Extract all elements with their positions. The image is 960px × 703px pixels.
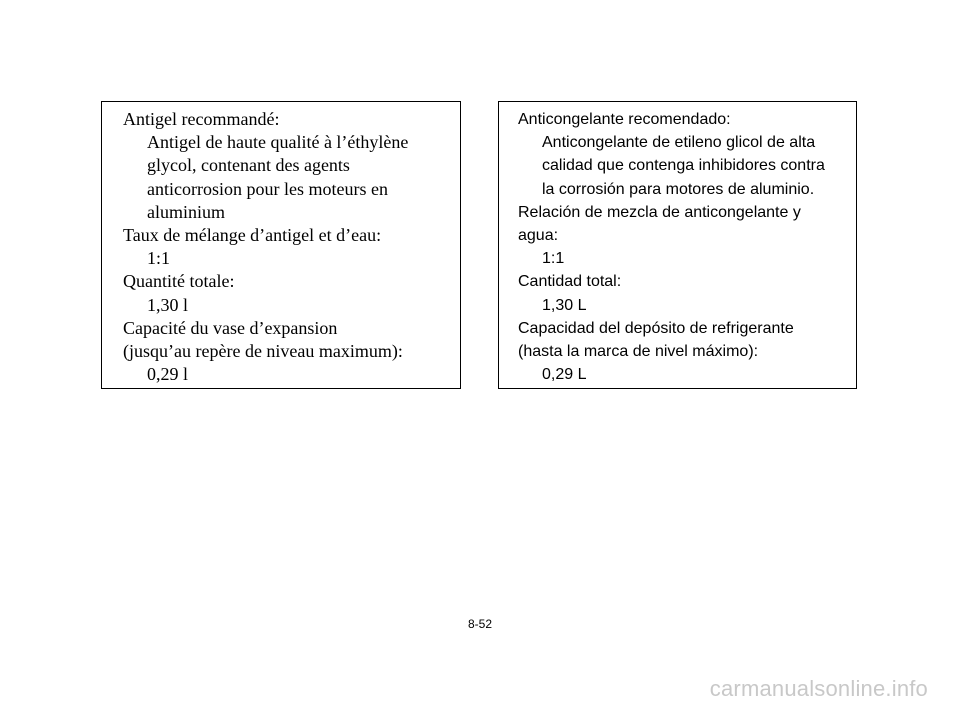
spanish-spec-box — [498, 101, 857, 389]
spanish-heading-reservoir-capacity: Capacidad del depósito de refrigerante — [518, 319, 794, 337]
french-antifreeze-description: Antigel de haute qualité à l’éthylène — [147, 132, 409, 153]
spanish-heading-reservoir-capacity: (hasta la marca de nivel máximo): — [518, 342, 759, 360]
spanish-heading-mixing-ratio: Relación de mezcla de anticongelante y — [518, 203, 801, 221]
spanish-total-quantity-value: 1,30 L — [542, 296, 587, 314]
page-number: 8-52 — [467, 617, 493, 631]
french-antifreeze-description: aluminium — [147, 201, 225, 222]
french-mixing-ratio-value: 1:1 — [147, 248, 171, 269]
spanish-heading-mixing-ratio: agua: — [518, 226, 559, 244]
french-heading-reservoir-capacity: Capacité du vase d’expansion — [123, 317, 338, 338]
spanish-antifreeze-description: la corrosión para motores de aluminio. — [542, 180, 815, 198]
french-antifreeze-description: anticorrosion pour les moteurs en — [147, 178, 388, 199]
spanish-heading-recommended-antifreeze: Anticongelante recomendado: — [518, 111, 731, 128]
spanish-antifreeze-description: calidad que contenga inhibidores contra — [542, 157, 825, 175]
french-heading-recommended-antifreeze: Antigel recommandé: — [123, 109, 280, 129]
french-heading-total-quantity: Quantité totale: — [123, 271, 235, 292]
french-antifreeze-description: glycol, contenant des agents — [147, 155, 350, 176]
spanish-reservoir-capacity-value: 0,29 L — [542, 366, 587, 384]
watermark: carmanualsonline.info — [709, 676, 928, 701]
spanish-heading-total-quantity: Cantidad total: — [518, 273, 622, 291]
french-heading-reservoir-capacity: (jusqu’au repère de niveau maximum): — [123, 340, 403, 361]
spanish-mixing-ratio-value: 1:1 — [542, 250, 565, 268]
french-spec-box — [101, 101, 461, 389]
french-reservoir-capacity-value: 0,29 l — [147, 364, 189, 385]
spanish-antifreeze-description: Anticongelante de etileno glicol de alta — [542, 134, 816, 152]
french-total-quantity-value: 1,30 l — [147, 294, 189, 315]
french-heading-mixing-ratio: Taux de mélange d’antigel et d’eau: — [123, 224, 382, 245]
